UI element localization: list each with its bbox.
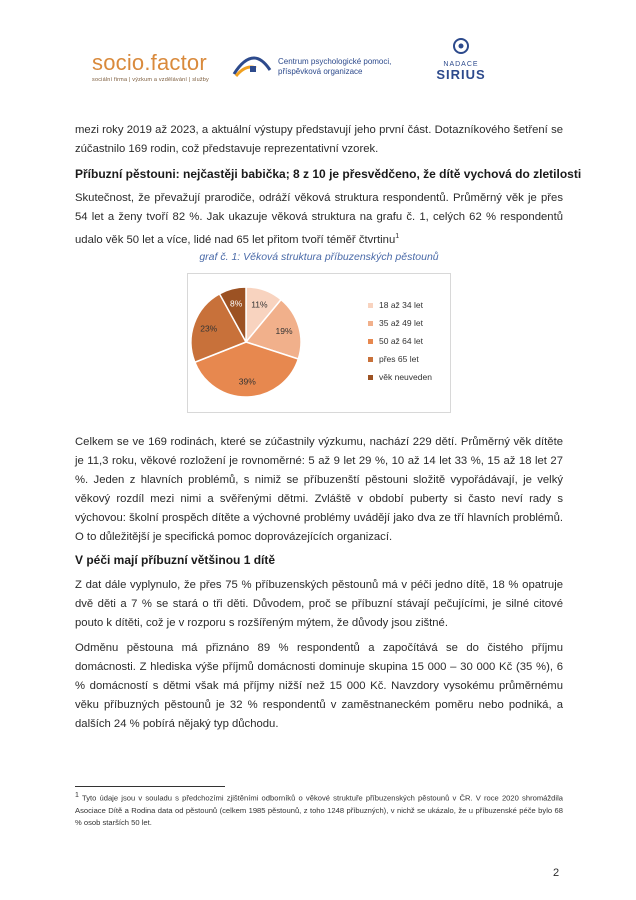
- paragraph-income: Odměnu pěstouna má přiznáno 89 % respondentů a započítává se do čistého příjmu domácnosti. Z hlediska výše příjmů domácnosti dominuje skupina 15 000 – 30 000 Kč (35 %), 6 % domácností s dětmi však má příjmy nižší než 15 000 Kč. Navzdory vysokému průměrnému věku příbuzných pěstounů je 32 % respondentů v zaměstnaneckém poměru nebo podniká, a dalších 24 % pobírá nějaký typ důchodu.: [75, 642, 563, 730]
- intro-paragraph: mezi roky 2019 až 2023, a aktuální výstupy představují jeho první část. Dotazníkového šetření se zúčastnilo 169 rodin, což představuje reprezentativní vzorek.: [75, 124, 563, 155]
- centrum-logo: [232, 54, 391, 80]
- pie-chart-frame: [187, 273, 451, 413]
- centrum-line1: Centrum psychologické pomoci,: [278, 57, 392, 66]
- pie-data-label: 39%: [238, 376, 256, 387]
- nadace-label: NADACE: [443, 61, 479, 68]
- paragraph-care: Z dat dále vyplynulo, že přes 75 % příbuzenských pěstounů má v péči jedno dítě, 18 % opatruje dvě děti a 7 % se stará o tři děti. Důvodem, proč se příbuzní stávají pečujícími, je silné citové pouto k dítěti, což je v rozporu s rozšířeným mýtem, že důvody jsou zištné.: [75, 579, 563, 629]
- footnote-text: Tyto údaje jsou v souladu s předchozími zjištěními odborníků o věkové struktuře příbuzenských pěstounů v ČR. V roce 2020 shromáždila Asociace Dítě a Rodina data od pěstounů (celkem 1985 pěstounů, z toho 1248 příbuzných), v nichž se ukázalo, že u příbuzenské péče bylo 68 % osob starších 50 let.: [75, 793, 563, 827]
- star-icon: [451, 36, 471, 56]
- legend-swatch: [368, 321, 373, 326]
- centrum-line2: příspěvková organizace: [278, 67, 363, 76]
- legend-label: věk neuveden: [379, 372, 432, 382]
- legend-swatch: [368, 357, 373, 362]
- pie-chart: [188, 274, 450, 412]
- paragraph-age-structure: [75, 189, 563, 250]
- page-number: 2: [553, 867, 560, 879]
- sirius-label: SIRIUS: [436, 67, 486, 82]
- legend-swatch: [368, 339, 373, 344]
- footnote-number: 1: [75, 792, 79, 799]
- socio-factor-subtitle: sociální firma | výzkum a vzdělávání | služby: [92, 77, 210, 83]
- paragraph-children: Celkem se ve 169 rodinách, které se zúčastnily výzkumu, nachází 229 dětí. Průměrný věk dítěte je 11,3 roku, věkové rozložení je rovnoměrné: 5 až 9 let 29 %, 10 až 14 let 33 %, 15 až 18 let 27 %. Jeden z hlavních problémů, s nimiž se příbuzenští pěstouni složitě vypořádávají, je velký věkový rozdíl mezi nimi a svěřenými dětmi. Zvláště v období puberty si často neví rady s výchovou: školní prospěch dítěte a výchovné problémy uvádějí jako dva ze tří hlavních problémů. O to důležitější je specifická pomoc doprovázejících organizací.: [75, 436, 563, 543]
- paragraph-age-structure-text: Skutečnost, že převažují prarodiče, odráží věková struktura respondentů. Průměrný věk je přes 54 let a ženy tvoří 82 %. Jak ukazuje věková struktura na grafu č. 1, celých 62 % respondentů udalo věk 50 let a více, lidé nad 65 let přitom tvoří téměř čtvrtinu: [75, 192, 563, 246]
- section-heading-2: V péči mají příbuzní většinou 1 dítě: [75, 553, 276, 567]
- legend-label: 50 až 64 let: [379, 336, 423, 346]
- socio-factor-name: socio.factor: [92, 50, 207, 75]
- socio-factor-logo: [92, 50, 209, 83]
- section-heading-1: Příbuzní pěstouni: nejčastěji babička; 8 z 10 je přesvědčeno, že dítě vychová do zletilosti: [75, 167, 582, 181]
- pie-data-label: 23%: [200, 323, 218, 334]
- footnote: [75, 790, 563, 829]
- pie-data-label: 19%: [275, 325, 293, 336]
- legend-swatch: [368, 375, 373, 380]
- legend-swatch: [368, 303, 373, 308]
- footnote-divider: [75, 786, 225, 787]
- footnote-ref[interactable]: 1: [395, 233, 400, 240]
- legend-label: 18 až 34 let: [379, 300, 423, 310]
- legend-label: přes 65 let: [379, 354, 419, 364]
- pie-data-label: 11%: [251, 299, 268, 310]
- pie-data-label: 8%: [230, 298, 243, 309]
- nadace-sirius-logo: [433, 36, 489, 81]
- house-icon: [232, 54, 272, 80]
- legend-label: 35 až 49 let: [379, 318, 423, 328]
- chart-caption: graf č. 1: Věková struktura příbuzenských pěstounů: [199, 251, 439, 263]
